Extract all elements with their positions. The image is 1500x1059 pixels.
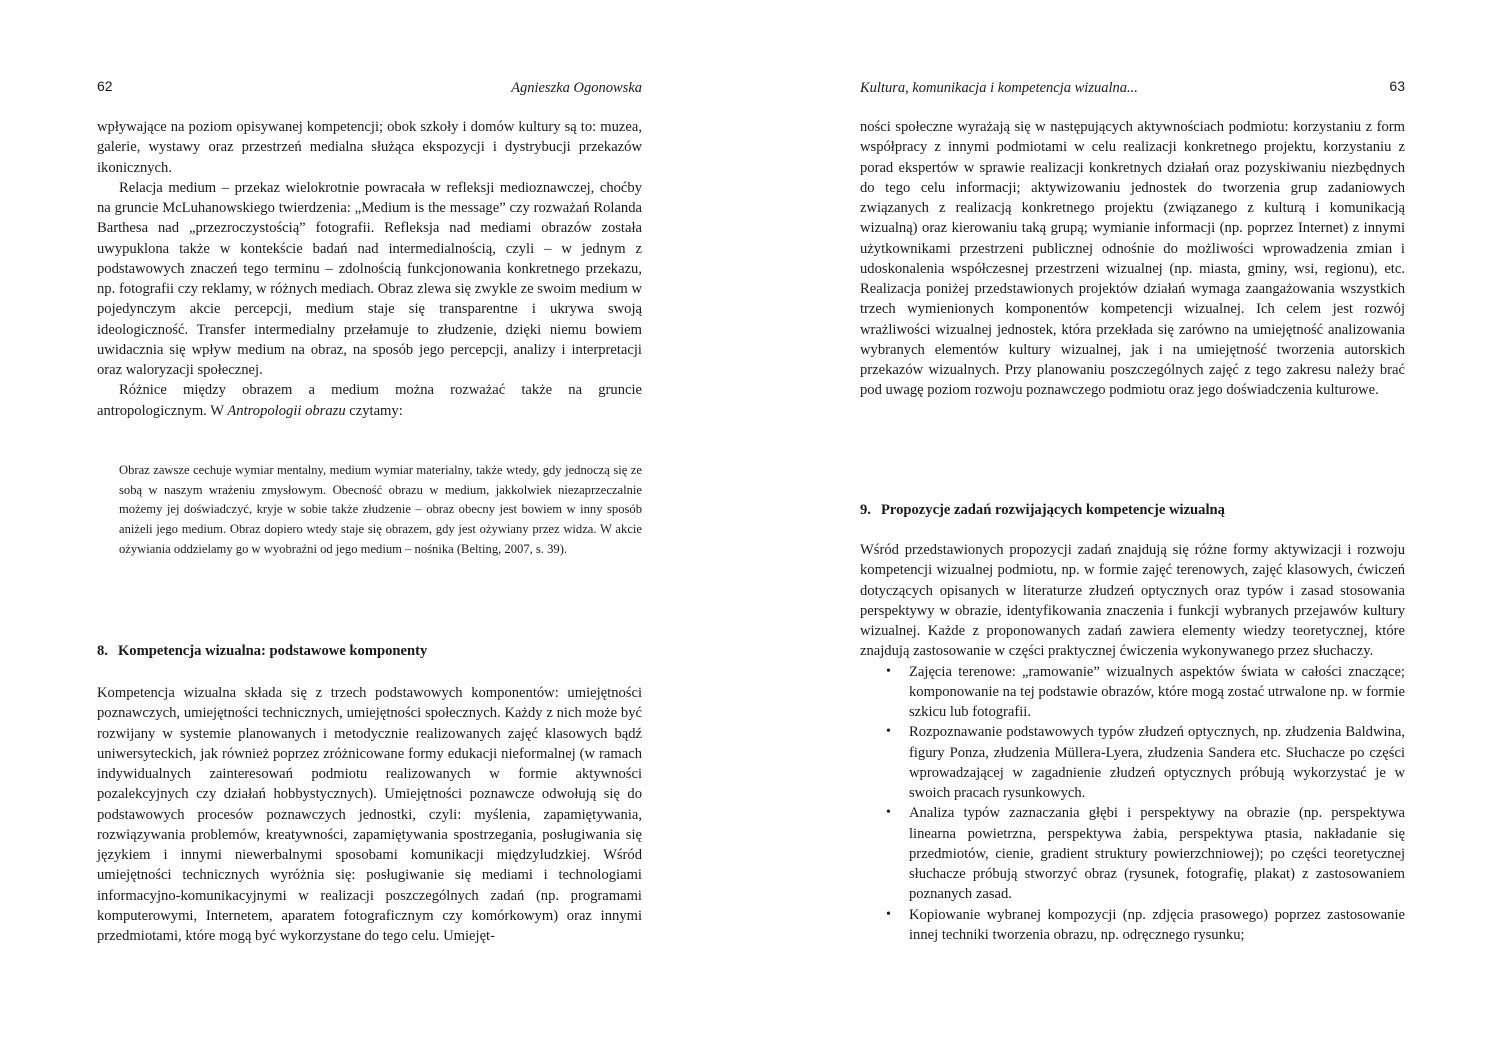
page-number: 63 (1389, 78, 1405, 94)
bullet-icon: • (886, 805, 891, 821)
list-item-text: Analiza typów zaznaczania głębi i perspektywy na obrazie (np. perspektywa linearna powietrzna, perspektywa żabia, perspektywa ptasia, nakładanie się przedmiotów, cienie, gradient struktury powierzchniowej); po części teoretycznej słuchacze próbują stworzyć obraz (rysunek, fotografię, plakat) z zastosowaniem poznanych zasad. (909, 805, 1405, 903)
paragraph: Wśród przedstawionych propozycji zadań znajdują się różne formy aktywizacji i rozwoju kompetencji wizualnej podmiotu, np. w formie zajęć terenowych, zajęć klasowych, ćwiczeń dotyczących opisanych w literaturze złudzeń optycznych oraz typów i zasad stosowania perspektywy w obrazie, identyfikowania znaczenia i funkcji wybranych przejawów kultury wizualnej. Każde z proponowanych zadań zawiera elementy wiedzy teoretycznej, które znajdują zastosowanie w części praktycznej ćwiczenia wykonywanego przez słuchaczy. (860, 542, 1405, 660)
paragraph: ności społeczne wyrażają się w następujących aktywnościach podmiotu: korzystaniu z form współpracy z innymi podmiotami w celu realizacji konkretnego projektu, korzystaniu z porad ekspertów w sprawie realizacji konkretnych działań oraz pozyskiwaniu niezbędnych do tego celu informacji; aktywizowaniu jednostek do tworzenia grup zadaniowych związanych z realizacją konkretnego projektu (związanego z kulturą i komunikacją wizualną) oraz kierowaniu taką grupą; wymianie informacji (np. poprzez Internet) z innymi użytkownikami przestrzeni publicznej odnośnie do możliwości wprowadzenia zmian i udoskonalenia współczesnej przestrzeni wizualnej (np. miasta, gminy, wsi, regionu), etc. Realizacja poniżej przedstawionych projektów działań wymaga zaangażowania wszystkich trzech wymienionych komponentów kompetencji wizualnej. Ich celem jest rozwój wrażliwości wizualnej jednostek, która przekłada się zarówno na umiejętność analizowania wybranych elementów kultury wizualnej, jak i na umiejętność tworzenia autorskich przekazów wizualnych. Przy planowaniu poszczególnych zajęć z tego zakresu należy brać pod uwagę poziom rozwoju poznawczego podmiotu oraz jego doświadczenia kulturowe. (860, 119, 1405, 399)
section-heading (97, 641, 642, 661)
page-number: 62 (97, 78, 113, 94)
list-item (860, 722, 1405, 803)
section-title: Propozycje zadań rozwijających kompetencje wizualną (880, 502, 1225, 518)
block-quote (119, 461, 642, 560)
paragraph-with-citation (97, 380, 642, 421)
running-title-author: Agnieszka Ogonowska (511, 80, 642, 96)
left-page-body (97, 117, 642, 421)
paragraph: Relacja medium – przekaz wielokrotnie powracała w refleksji medioznawczej, choćby na gruncie McLuhanowskiego twierdzenia: „Medium is the message” czy rozważań Rolanda Barthesa nad „przezroczystością” fotografii. Refleksja nad mediami obrazów została uwypuklona także w kontekście badań nad intermedialnością, czyli – w jednym z podstawowych znaczeń tego terminu – zdolnością funkcjonowania konkretnego przekazu, np. fotografii czy reklamy, w różnych mediach. Obraz zlewa się zwykle ze swoim medium w pojedynczym akcie percepcji, medium staje się transparentne i ukrywa swoją ideologiczność. Transfer intermedialny przełamuje to złudzenie, dzięki niemu bowiem uwidacznia się wpływ medium na obraz, na sposób jego percepcji, analizy i interpretacji oraz waloryzacji społecznej. (97, 179, 642, 378)
left-page (97, 0, 642, 1059)
bullet-icon: • (886, 663, 891, 679)
left-page-header (97, 78, 642, 98)
section-number: 8. (97, 643, 108, 659)
list-item-text: Rozpoznawanie podstawowych typów złudzeń optycznych, np. złudzenia Baldwina, figury Ponza, złudzenia Müllera-Lyera, złudzenia Sandera etc. Słuchacze po części wprowadzającej w zagadnienie złudzeń optycznych próbują wykorzystać je w swoich pracach rysunkowych. (909, 724, 1405, 801)
list-item-text: Zajęcia terenowe: „ramowanie” wizualnych aspektów świata w całości znaczące; komponowanie na tej podstawie obrazów, które mogą zostać utrwalone np. w formie szkicu lub fotografii. (909, 663, 1405, 720)
section-heading (860, 500, 1405, 520)
quote-text: Obraz zawsze cechuje wymiar mentalny, medium wymiar materialny, także wtedy, gdy jednoczą się ze sobą w naszym wrażeniu zmysłowym. Obecność obrazu w medium, jakkolwiek niezaprzeczalnie możemy jej doświadczyć, kryje w sobie także złudzenie – obraz obecny jest bowiem w inny sposób aniżeli jego medium. Obraz dopiero wtedy staje się obrazem, gdy jest ożywiany przez widza. W akcie ożywiania oddzielamy go w wyobraźni od jego medium – nośnika (Belting, 2007, s. 39). (119, 463, 642, 556)
bullet-icon: • (886, 724, 891, 740)
section-body (97, 683, 642, 946)
book-title: Antropologii obrazu (227, 402, 346, 419)
paragraph: Kompetencja wizualna składa się z trzech podstawowych komponentów: umiejętności poznawczych, umiejętności technicznych, umiejętności społecznych. Każdy z nich może być rozwijany w systemie planowanych i metodycznie realizowanych zajęć klasowych bądź uniwersyteckich, jak również poprzez zróżnicowane formy edukacji nieformalnej (w ramach indywidualnych zainteresowań podmiotu realizowanych w formie aktywności pozalekcyjnych czy działań hobbystycznych). Umiejętności poznawcze odwołują się do podstawowych procesów poznawczych jednostki, czyli: myślenia, zapamiętywania, rozwiązywania problemów, kreatywności, zapamiętywania spostrzegania, posługiwania się językiem i innymi niewerbalnymi sposobami komunikacji międzyludzkiej. Wśród umiejętności technicznych wyróżnia się: posługiwanie się mediami i technologiami informacyjno-komunikacyjnymi w realizacji poszczególnych zadań (np. programami komputerowymi, Internetem, aparatem fotograficznym czy komórkowym) oraz innymi przedmiotami, które mogą być wykorzystane do tego celu. Umiejęt- (97, 685, 642, 944)
bullet-icon: • (886, 906, 891, 922)
paragraph: wpływające na poziom opisywanej kompetencji; obok szkoły i domów kultury są to: muzea, galerie, wystawy oraz przestrzeń medialna służąca ekspozycji i dystrybucji przekazów ikonicznych. (97, 119, 642, 176)
paragraph-text: czytamy: (345, 402, 403, 419)
bullet-list (860, 662, 1405, 946)
list-item (860, 662, 1405, 723)
running-title-chapter: Kultura, komunikacja i kompetencja wizualna... (860, 80, 1138, 96)
right-page (860, 0, 1405, 1059)
paragraph-text: Różnice między obrazem a medium można rozważać także na gruncie antropologicznym. W (97, 382, 642, 419)
list-item (860, 803, 1405, 904)
list-item (860, 905, 1405, 946)
right-page-header (860, 78, 1405, 98)
list-item-text: Kopiowanie wybranej kompozycji (np. zdjęcia prasowego) poprzez zastosowanie innej techniki tworzenia obrazu, np. odręcznego rysunku; (909, 906, 1405, 943)
right-page-body (860, 117, 1405, 401)
section-title: Kompetencja wizualna: podstawowe komponenty (117, 643, 428, 659)
section-number: 9. (860, 502, 871, 518)
section-body (860, 540, 1405, 945)
